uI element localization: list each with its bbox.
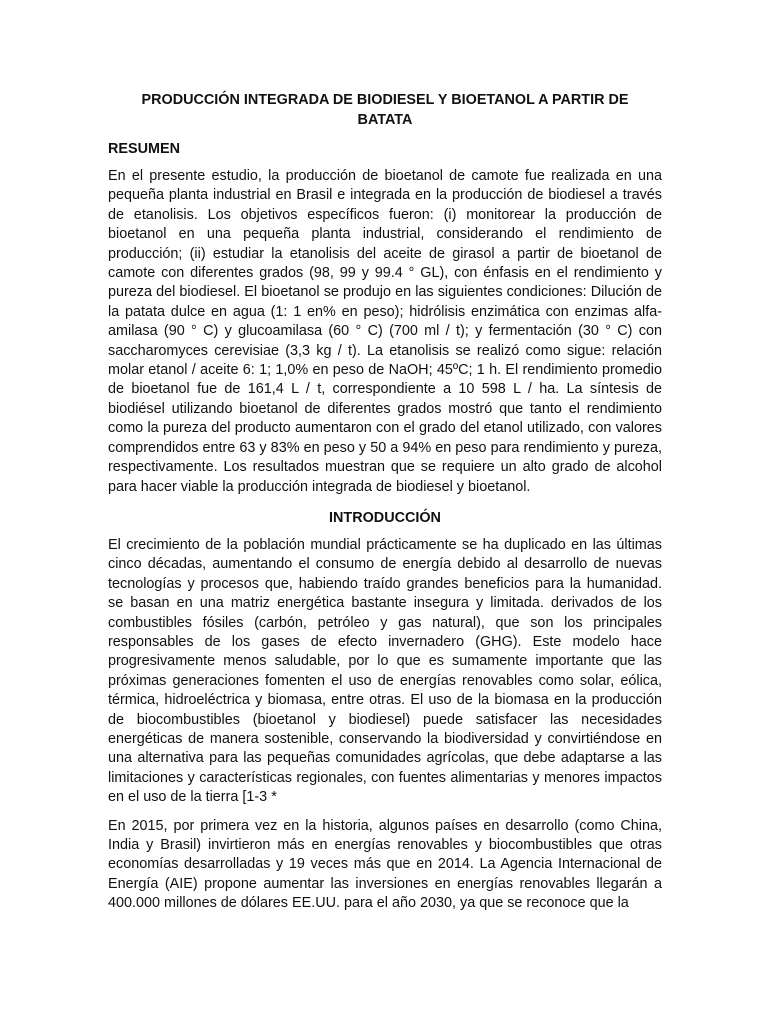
document-title: PRODUCCIÓN INTEGRADA DE BIODIESEL Y BIOETANOL A PARTIR DE BATATA: [141, 92, 629, 128]
abstract-paragraph: En el presente estudio, la producción de bioetanol de camote fue realizada en una pequeña planta industrial en Brasil e integrada en la producción de biodiesel a través de etanolisis. Los objetivos específicos fueron: (i) monitorear la producción de bioetanol en una pequeña planta industrial, considerando el rendimiento de producción; (ii) estudiar la etanolisis del aceite de girasol a partir de bioetanol de camote con diferentes grados (98, 99 y 99.4 ° GL), con énfasis en el rendimiento y pureza del biodiesel. El bioetanol se produjo en las siguientes condiciones: Dilución de la patata dulce en agua (1: 1 en% en peso); hidrólisis enzimática con enzimas alfa-amilasa (90 ° C) y glucoamilasa (60 ° C) (700 ml / t); y fermentación (30 ° C) con saccharomyces cerevisiae (3,3 kg / t). La etanolisis se realizó como sigue: relación molar etanol / aceite 6: 1; 1,0% en peso de NaOH; 45ºC; 1 h. El rendimiento promedio de bioetanol fue de 161,4 L / t, correspondiente a 10 598 L / ha. La síntesis de biodiésel utilizando bioetanol de diferentes grados mostró que tanto el rendimiento como la pureza del producto aumentaron con el grado del etanol utilizado, con valores comprendidos entre 63 y 83% en peso y 50 a 94% en peso para rendimiento y pureza, respectivamente. Los resultados muestran que se requiere un alto grado de alcohol para hacer viable la producción integrada de biodiesel y bioetanol.: [108, 168, 662, 495]
introduction-heading: INTRODUCCIÓN: [329, 509, 441, 526]
introduction-paragraph-1: El crecimiento de la población mundial prácticamente se ha duplicado en las últimas cinco décadas, aumentando el consumo de energía debido al desarrollo de nuevas tecnologías y procesos que, habiendo traído grandes beneficios para la humanidad. se basan en una matriz energética bastante insegura y limitada. derivados de los combustibles fósiles (carbón, petróleo y gas natural), que son los principales responsables de los gases de efecto invernadero (GHG). Este modelo hace progresivamente menos saludable, por lo que es sumamente importante que las próximas generaciones fomenten el uso de energías renovables como solar, eólica, térmica, hidroeléctrica y biomasa, entre otras. El uso de la biomasa en la producción de biocombustibles (bioetanol y biodiesel) puede satisfacer las necesidades energéticas de manera sostenible, conservando la biodiversidad y convirtiéndose en una alternativa para las pequeñas comunidades agrícolas, que debe adaptarse a las limitaciones y características regionales, con fuentes alimentarias y menores impactos en el uso de la tierra [1-3 *: [108, 536, 662, 806]
introduction-paragraph-2: En 2015, por primera vez en la historia, algunos países en desarrollo (como China, India y Brasil) invirtieron más en energías renovables y biocombustibles que otras economías desarrolladas y 19 veces más que en 2014. La Agencia Internacional de Energía (AIE) propone aumentar las inversiones en energías renovables llegarán a 400.000 millones de dólares EE.UU. para el año 2030, ya que se reconoce que la: [108, 817, 662, 912]
abstract-heading: RESUMEN: [108, 141, 180, 157]
